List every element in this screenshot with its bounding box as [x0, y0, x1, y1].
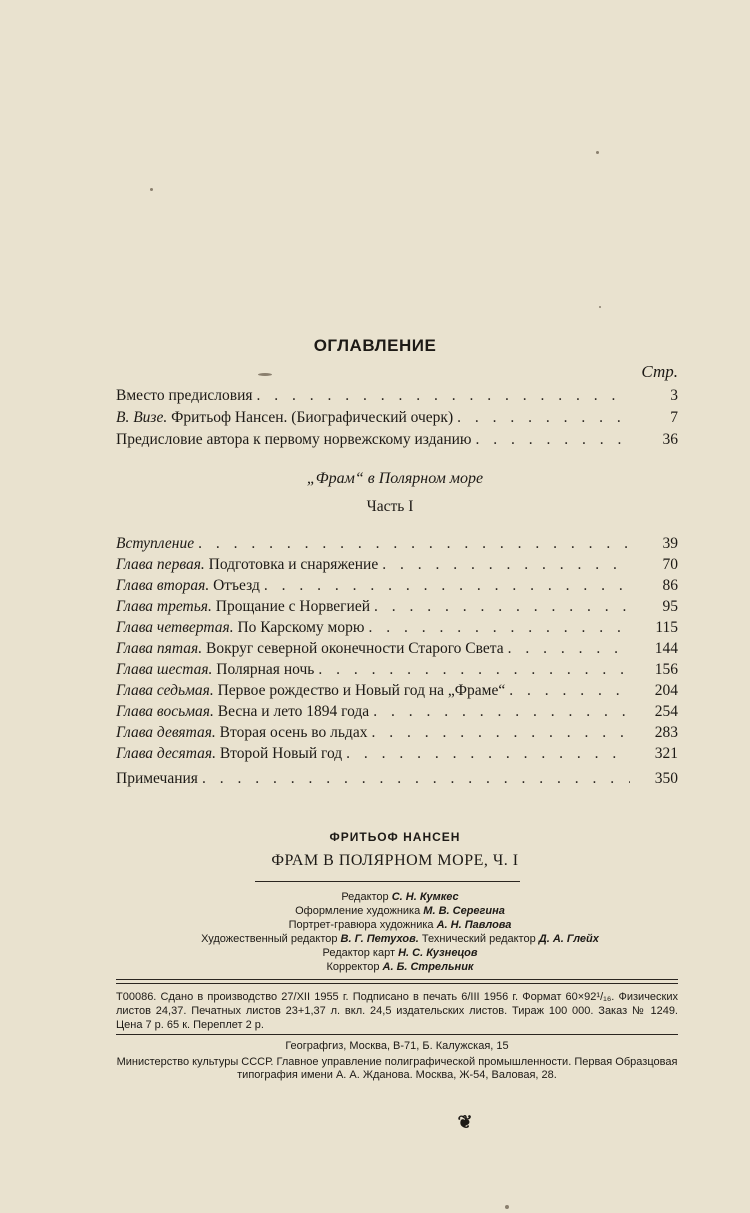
chapter-number: Глава седьмая.: [116, 682, 214, 699]
leader-dots: [318, 661, 630, 679]
imprint-details: Т00086. Сдано в производство 27/XII 1955 г. Подписано в печать 6/III 1956 г. Формат 60×92¹/₁₆. Физических листов 24,37. Печатных листов 23+1,37 л. вкл. 24,5 издательских листов. Тираж 100 000. Заказ № 1249. Цена 7 р. 65 к. Переплет 2 р.: [116, 991, 678, 1031]
leader-dots: [346, 745, 630, 763]
credit-role: Корректор: [326, 961, 380, 973]
publisher-block: [116, 1040, 678, 1082]
chapter-page: 204: [654, 682, 678, 699]
chapter-entry: [116, 577, 678, 597]
chapter-entry: [116, 535, 678, 555]
chapter-title: Отъезд: [213, 577, 260, 594]
credit-role: Художественный редактор: [201, 933, 338, 945]
leader-dots: [374, 598, 630, 616]
credit-line: [110, 960, 690, 974]
divider: [116, 979, 678, 980]
toc-title: ОГЛАВЛЕНИЕ: [313, 336, 437, 355]
divider: [116, 983, 678, 984]
part-title: Часть I: [366, 498, 414, 515]
chapter-page: 254: [654, 703, 678, 720]
chapter-title: Вторая осень во льдах: [219, 724, 368, 741]
chapter-title: Полярная ночь: [216, 661, 315, 678]
chapter-title: Первое рождество и Новый год на „Фраме“: [217, 682, 506, 699]
chapter-page: 115: [655, 619, 678, 636]
toc-entry: [116, 431, 678, 451]
credits-block: [110, 890, 690, 974]
chapter-entry: [116, 682, 678, 702]
leader-dots: [508, 640, 630, 658]
entry-page: 3: [670, 387, 678, 404]
entry-label: Вместо предисловия: [116, 387, 253, 404]
printer-info: Министерство культуры СССР. Главное управление полиграфической промышленности. Первая Образцовая типография имени А. А. Жданова. Москва, Ж-54, Валовая, 28.: [116, 1056, 678, 1081]
chapter-page: 39: [662, 535, 678, 552]
leader-dots: [257, 387, 631, 405]
credit-role: Редактор карт: [322, 947, 396, 959]
chapter-page: 95: [662, 598, 678, 615]
credit-name: Н. С. Кузнецов: [398, 947, 478, 959]
credit-name: А. Н. Павлова: [436, 919, 512, 931]
paper-speck: [258, 373, 272, 376]
credit-role: Редактор: [341, 891, 389, 903]
paper-speck: [505, 1205, 509, 1209]
paper-speck: [150, 188, 153, 191]
toc-entry: [116, 409, 678, 429]
leader-dots: [368, 619, 630, 637]
chapter-number: Глава десятая.: [116, 745, 216, 762]
leader-dots: [509, 682, 630, 700]
section-title: „Фрам“ в Полярном море: [306, 470, 484, 487]
publisher-address: Географгиз, Москва, В-71, Б. Калужская, 15: [285, 1040, 509, 1052]
leader-dots: [264, 577, 630, 595]
leader-dots: [382, 556, 630, 574]
chapter-page: 86: [662, 577, 678, 594]
leader-dots: [371, 724, 630, 742]
credit-line: [110, 890, 690, 904]
notes-label: Примечания: [116, 770, 198, 787]
chapter-entry: [116, 598, 678, 618]
leader-dots: [198, 535, 630, 553]
chapter-entry: [116, 745, 678, 765]
entry-author: В. Визе.: [116, 409, 168, 426]
credit-name: Д. А. Глейх: [538, 933, 599, 945]
chapter-page: 70: [662, 556, 678, 573]
printer-mark-icon: ❦: [457, 1112, 473, 1132]
toc-entry: [116, 387, 678, 407]
chapter-number: Глава третья.: [116, 598, 212, 615]
chapter-title: Подготовка и снаряжение: [208, 556, 379, 573]
divider: [116, 1034, 678, 1035]
credit-line: [110, 946, 690, 960]
chapter-page: 156: [654, 661, 678, 678]
paper-speck: [596, 151, 599, 154]
chapter-number: Глава вторая.: [116, 577, 210, 594]
credit-role: Портрет-гравюра художника: [288, 919, 434, 931]
chapter-number: Глава пятая.: [116, 640, 203, 657]
chapter-number: Глава четвертая.: [116, 619, 234, 636]
leader-dots: [457, 409, 630, 427]
notes-page: 350: [654, 770, 678, 787]
divider: [255, 881, 520, 882]
credit-name: М. В. Серегина: [423, 905, 505, 917]
paper-speck: [599, 306, 601, 308]
chapter-number: Глава шестая.: [116, 661, 213, 678]
page-column-label: Стр.: [641, 362, 678, 381]
colophon-book-title: ФРАМ В ПОЛЯРНОМ МОРЕ, Ч. I: [271, 852, 519, 869]
leader-dots: [373, 703, 630, 721]
chapter-title: Весна и лето 1894 года: [217, 703, 370, 720]
chapter-number: Глава первая.: [116, 556, 205, 573]
credit-name: А. Б. Стрельник: [382, 961, 474, 973]
chapter-number: Вступление: [116, 535, 195, 552]
chapter-page: 283: [654, 724, 678, 741]
entry-label: Фритьоф Нансен. (Биографический очерк): [171, 409, 454, 426]
leader-dots: [476, 431, 630, 449]
chapter-entry: [116, 661, 678, 681]
chapter-entry: [116, 619, 678, 639]
chapter-number: Глава восьмая.: [116, 703, 214, 720]
credit-name: С. Н. Кумкес: [391, 891, 459, 903]
credit-role: Оформление художника: [295, 905, 421, 917]
credit-line: [110, 904, 690, 918]
chapter-entry: [116, 640, 678, 660]
chapter-number: Глава девятая.: [116, 724, 216, 741]
chapter-title: По Карскому морю: [237, 619, 365, 636]
entry-page: 36: [662, 431, 678, 448]
chapter-title: Вокруг северной оконечности Старого Света: [205, 640, 504, 657]
chapter-page: 144: [654, 640, 678, 657]
chapter-entry: [116, 724, 678, 744]
entry-label: Предисловие автора к первому норвежскому изданию: [116, 431, 472, 448]
chapter-page: 321: [654, 745, 678, 762]
credit-line: [110, 918, 690, 932]
entry-page: 7: [670, 409, 678, 426]
credit-line: [110, 932, 690, 946]
leader-dots: [202, 770, 630, 788]
chapter-entry: [116, 703, 678, 723]
colophon-author: ФРИТЬОФ НАНСЕН: [329, 830, 461, 844]
credit-role: Технический редактор: [421, 933, 536, 945]
chapter-title: Прощание с Норвегией: [215, 598, 371, 615]
credit-name: В. Г. Петухов.: [340, 933, 419, 945]
chapter-title: Второй Новый год: [219, 745, 343, 762]
chapter-entry: [116, 556, 678, 576]
notes-entry: [116, 770, 678, 790]
